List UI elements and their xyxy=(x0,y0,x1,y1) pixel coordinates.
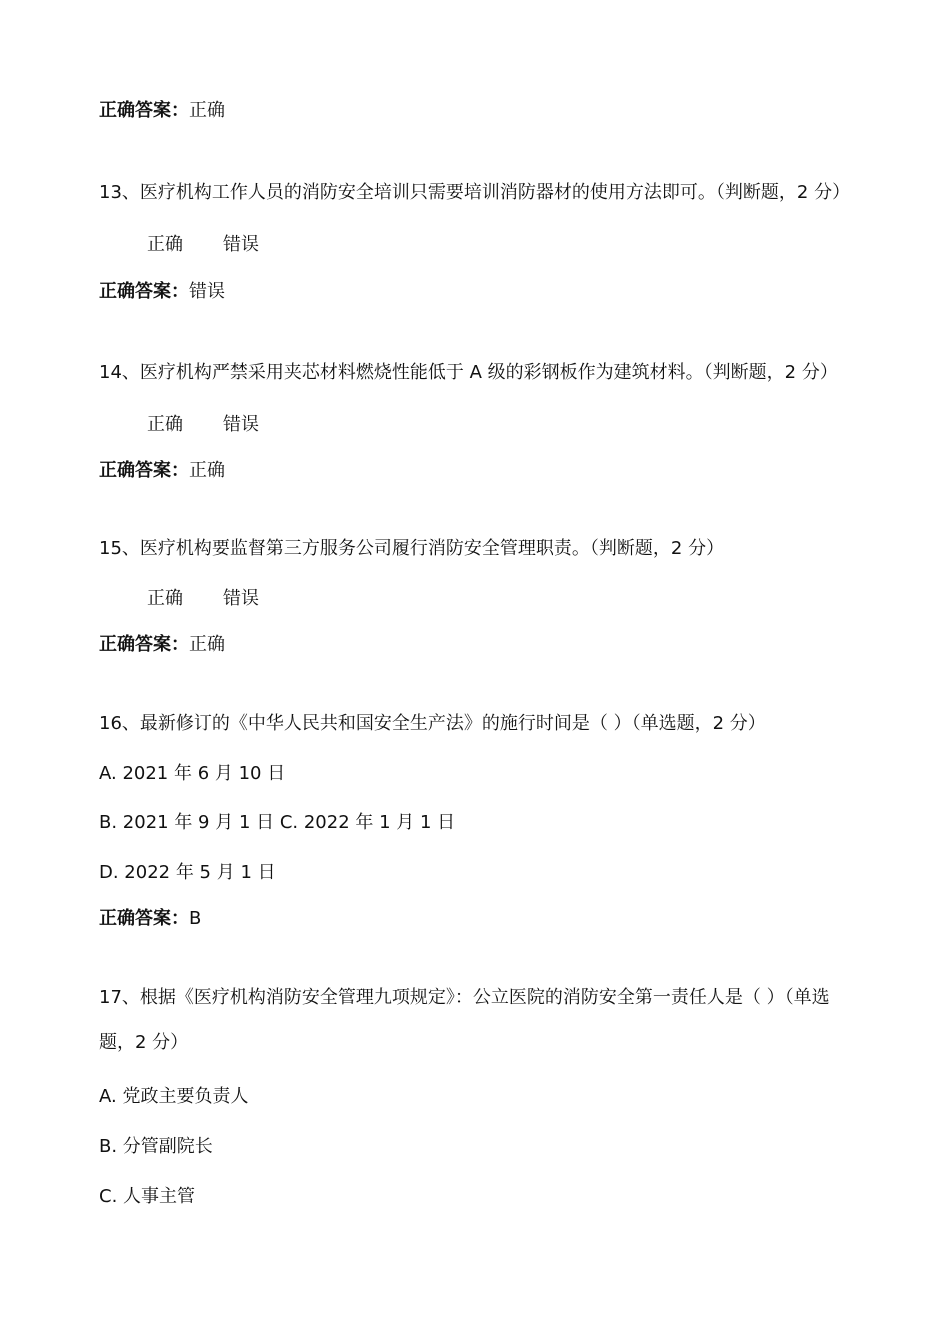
question-17-option-a: A. 党政主要负责人 xyxy=(99,1086,249,1107)
question-17-text-line2: 题，2 分） xyxy=(99,1032,189,1053)
answer-value: 正确 xyxy=(189,460,225,481)
question-15-options xyxy=(147,587,259,611)
answer-label: 正确答案： xyxy=(99,908,189,929)
answer-line-q14 xyxy=(99,459,225,483)
answer-value: 正确 xyxy=(189,100,225,121)
question-17-text-line1: 17、根据《医疗机构消防安全管理九项规定》：公立医院的消防安全第一责任人是（ ）（单选 xyxy=(99,987,830,1008)
answer-line-q12 xyxy=(99,99,225,123)
answer-value: B xyxy=(189,908,202,929)
question-17-option-c: C. 人事主管 xyxy=(99,1186,196,1207)
option-wrong: 错误 xyxy=(223,414,259,435)
question-14-options xyxy=(147,413,259,437)
answer-value: 错误 xyxy=(189,281,225,302)
question-15-text: 15、医疗机构要监督第三方服务公司履行消防安全管理职责。（判断题，2 分） xyxy=(99,538,725,559)
question-13-text: 13、医疗机构工作人员的消防安全培训只需要培训消防器材的使用方法即可。（判断题，2 分） xyxy=(99,182,851,203)
answer-label: 正确答案： xyxy=(99,460,189,481)
option-correct: 正确 xyxy=(147,414,183,435)
answer-line-q13 xyxy=(99,280,225,304)
question-16-option-d: D. 2022 年 5 月 1 日 xyxy=(99,862,276,883)
option-correct: 正确 xyxy=(147,234,183,255)
answer-line-q16 xyxy=(99,907,201,931)
question-13-options xyxy=(147,233,259,257)
question-16-option-a: A. 2021 年 6 月 10 日 xyxy=(99,763,286,784)
answer-label: 正确答案： xyxy=(99,100,189,121)
answer-label: 正确答案： xyxy=(99,281,189,302)
question-14-text: 14、医疗机构严禁采用夹芯材料燃烧性能低于 A 级的彩钢板作为建筑材料。（判断题，2 分） xyxy=(99,362,838,383)
question-16-text: 16、最新修订的《中华人民共和国安全生产法》的施行时间是（ ）（单选题，2 分） xyxy=(99,713,766,734)
question-17-option-b: B. 分管副院长 xyxy=(99,1136,213,1157)
option-wrong: 错误 xyxy=(223,234,259,255)
answer-value: 正确 xyxy=(189,634,225,655)
answer-line-q15 xyxy=(99,633,225,657)
option-wrong: 错误 xyxy=(223,588,259,609)
answer-label: 正确答案： xyxy=(99,634,189,655)
question-16-option-bc: B. 2021 年 9 月 1 日 C. 2022 年 1 月 1 日 xyxy=(99,812,456,833)
option-correct: 正确 xyxy=(147,588,183,609)
